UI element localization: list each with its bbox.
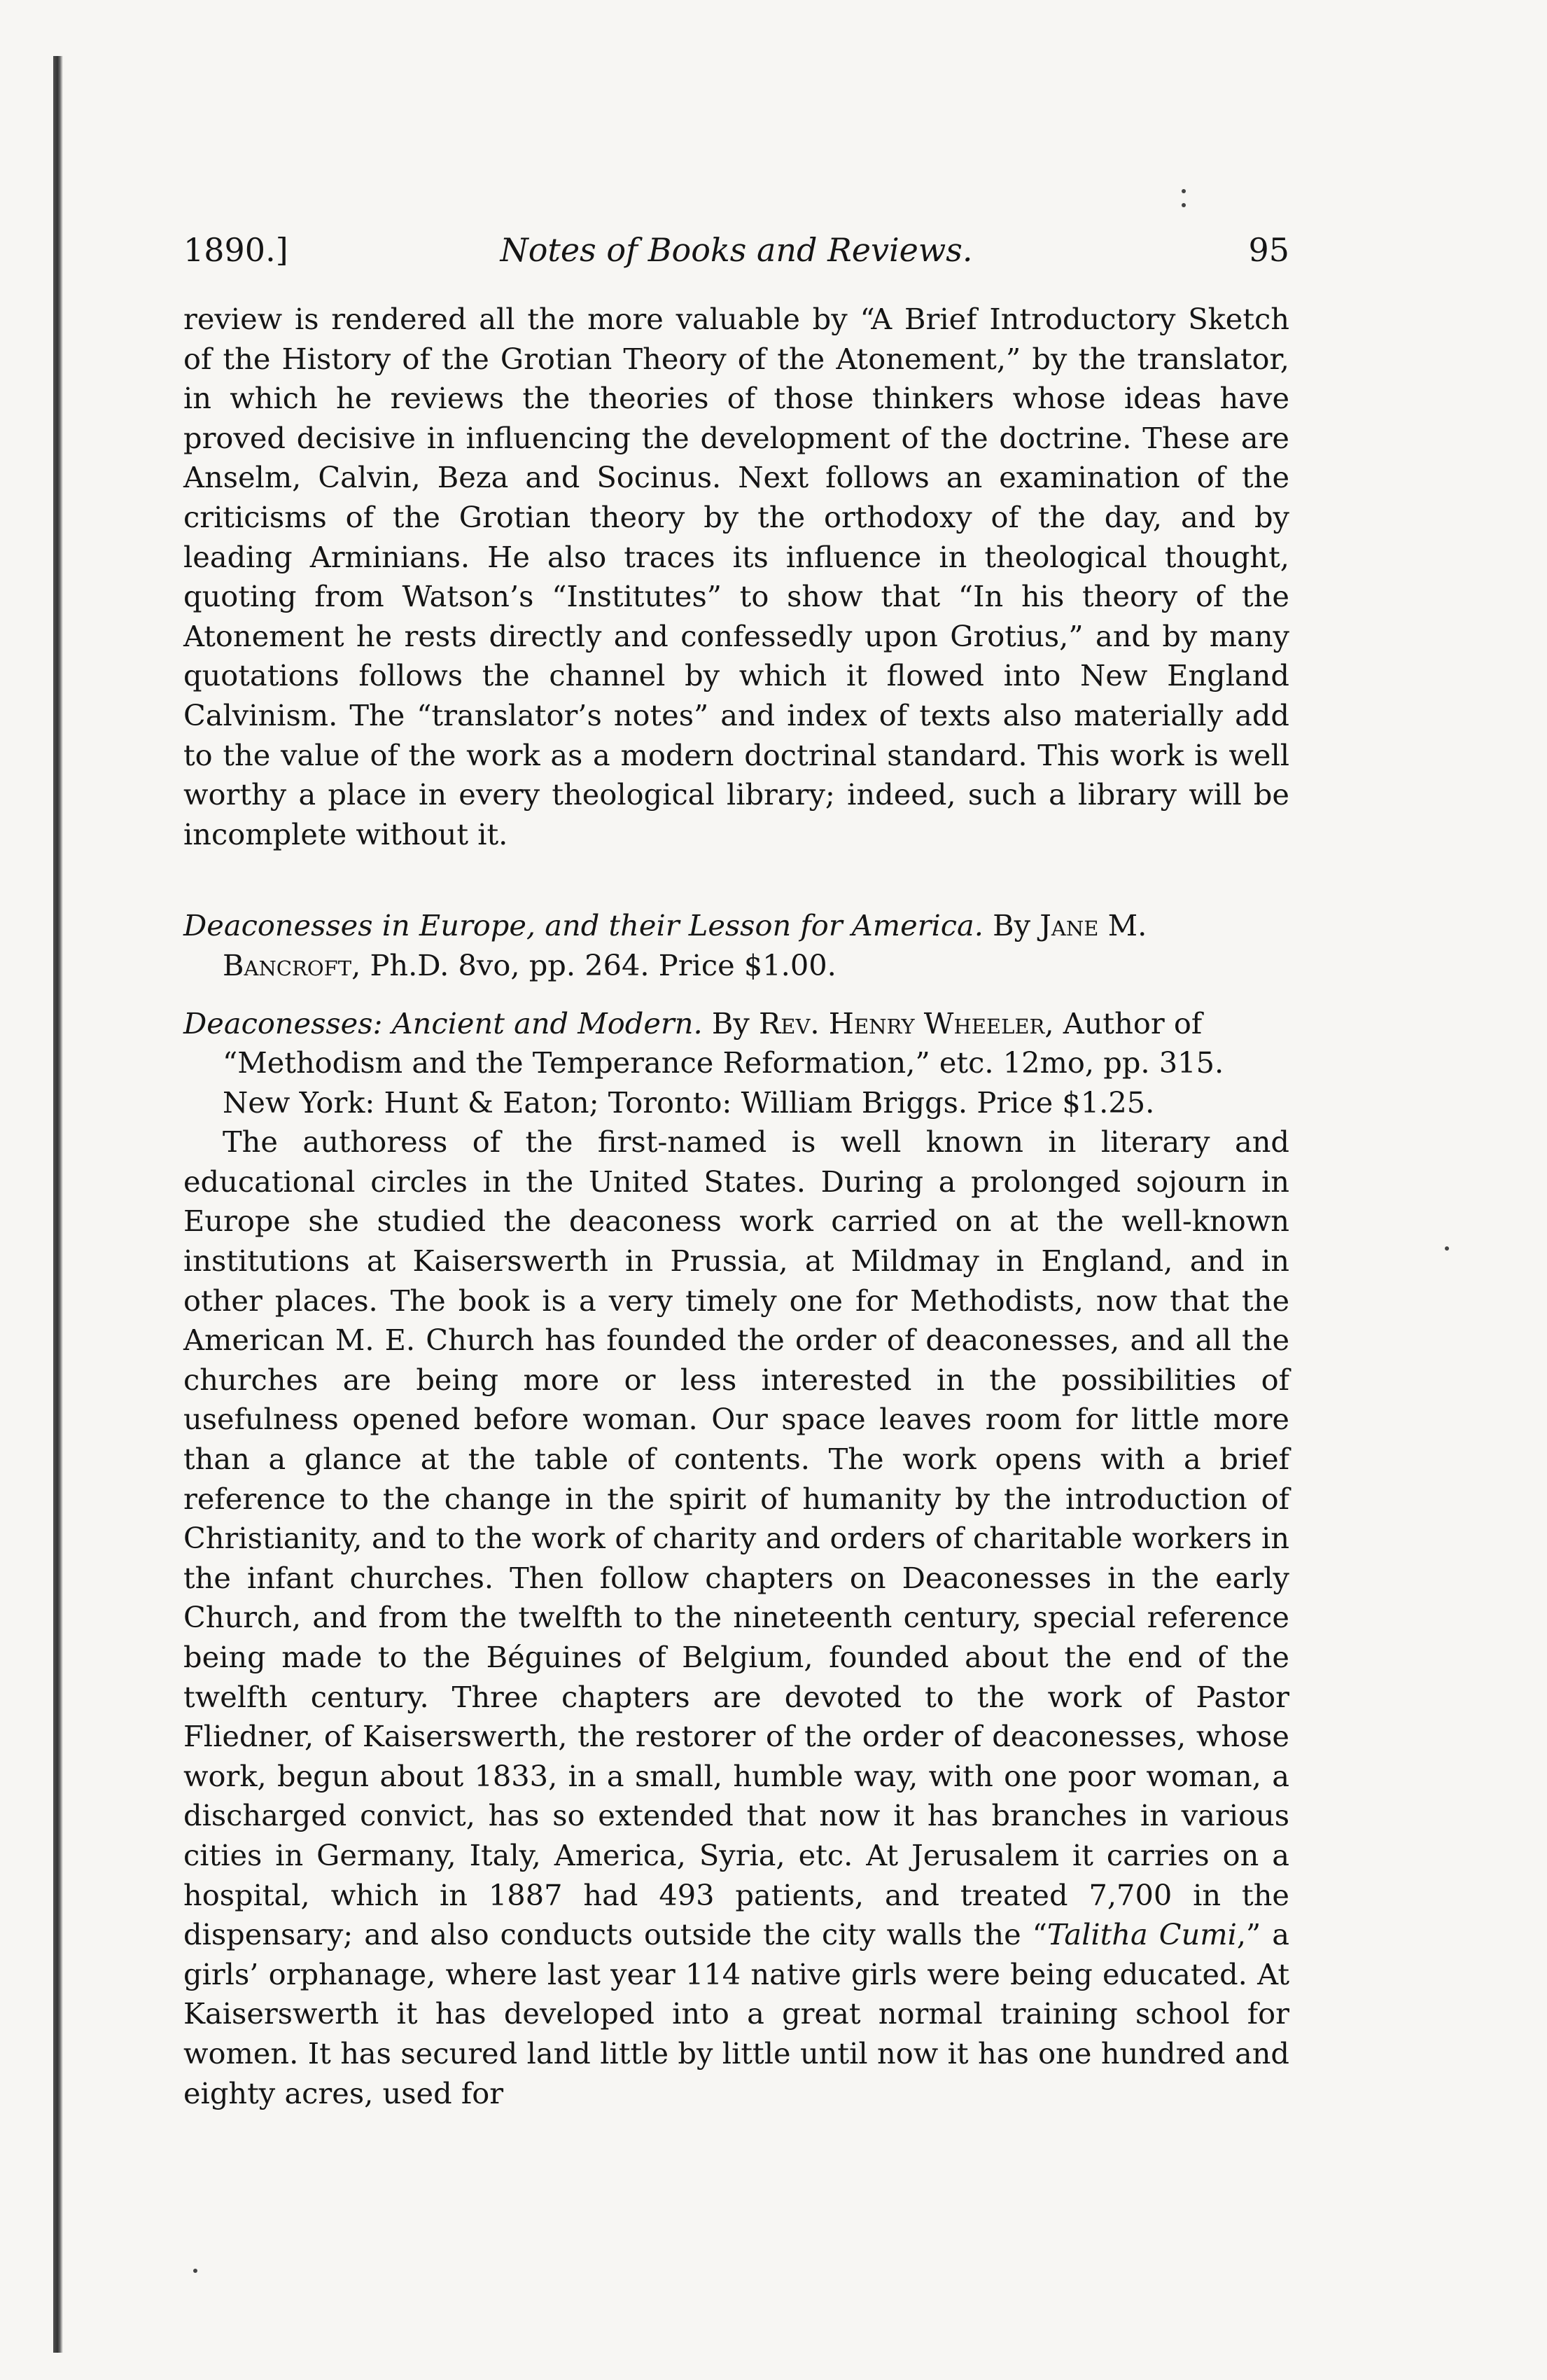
book-author: Jane M. Bancroft	[223, 908, 1147, 982]
book-title: Deaconesses in Europe, and their Lesson for America.	[183, 908, 983, 943]
header-title: Notes of Books and Reviews.	[500, 231, 973, 269]
book-by: By	[993, 908, 1031, 943]
scan-speck	[193, 2269, 197, 2273]
book-details: , Author of “Methodism and the Temperance Reformation,” etc. 12mo, pp. 315. New York: Hunt & Eaton; Toronto: William Briggs. Price $1.25.	[223, 1005, 1224, 1120]
scan-speck	[1445, 1246, 1449, 1251]
book-author: Rev. Henry Wheeler	[759, 1005, 1045, 1041]
scan-binding-edge	[53, 56, 63, 2353]
review-continued-paragraph: review is rendered all the more valuable by “A Brief Introductory Sketch of the History of the Grotian Theory of the Atonement,” by the translator, in which he reviews the theories of those thinkers whose ideas have proved decisive in influencing the development of the doctrine. These are Anselm, Calvin, Beza and Socinus. Next follows an examination of the criticisms of the Grotian theory by the orthodoxy of the day, and by leading Arminians. He also traces its influence in theological thought, quoting from Watson’s “Institutes” to show that “In his theory of the Atonement he rests directly and confessedly upon Grotius,” and by many quotations follows the channel by which it flowed into New England Calvinism. The “translator’s notes” and index of texts also materially add to the value of the work as a modern doctrinal standard. This work is well worthy a place in every theological library; indeed, such a library will be incomplete without it.	[183, 302, 1289, 851]
book-by: By	[711, 1005, 750, 1041]
orphanage-name: Talitha Cumi	[1046, 1917, 1237, 1952]
book-title: Deaconesses: Ancient and Modern.	[183, 1005, 703, 1041]
review-text-part2: ,” a girls’ orphanage, where last year 114 native girls were being educated. At Kaiserswerth it has developed into a great normal training school for women. It has secured land little by little until now it has one hundred and eighty acres, used for	[183, 1917, 1289, 2110]
review-text-part1: The authoress of the first-named is well known in literary and educational circles in the United States. During a prolonged sojourn in Europe she studied the deaconess work carried on at the well-known institutions at Kaiserswerth in Prussia, at Mildmay in England, and in other places. The book is a very timely one for Methodists, now that the American M. E. Church has founded the order of deaconesses, and all the churches are being more or less interested in the possibilities of usefulness opened before woman. Our space leaves room for little more than a glance at the table of contents. The work opens with a brief reference to the change in the spirit of humanity by the introduction of Christianity, and to the work of charity and orders of charitable workers in the infant churches. Then follow chapters on Deaconesses in the early Church, and from the twelfth to the nineteenth century, special reference being made to the Béguines of Belgium, founded about the end of the twelfth century. Three chapters are devoted to the work of Pastor Fliedner, of Kaiserswerth, the restorer of the order of deaconesses, whose work, begun about 1833, in a small, humble way, with one poor woman, a discharged convict, has so extended that now it has branches in various cities in Germany, Italy, America, Syria, etc. At Jerusalem it carries on a hospital, which in 1887 had 493 patients, and treated 7,700 in the dispensary; and also conducts outside the city walls the “	[183, 1125, 1289, 1952]
scan-speck	[1182, 203, 1186, 207]
book-entry-bancroft	[183, 906, 1289, 985]
header-year: 1890.]	[183, 231, 288, 269]
page	[183, 224, 1289, 2113]
scan-speck	[1182, 189, 1186, 193]
page-number: 95	[1248, 231, 1289, 269]
deaconesses-review-paragraph	[183, 1122, 1289, 2113]
book-entry-wheeler	[183, 1004, 1289, 1123]
book-details: , Ph.D. 8vo, pp. 264. Price $1.00.	[351, 947, 836, 982]
running-head	[183, 224, 1289, 280]
